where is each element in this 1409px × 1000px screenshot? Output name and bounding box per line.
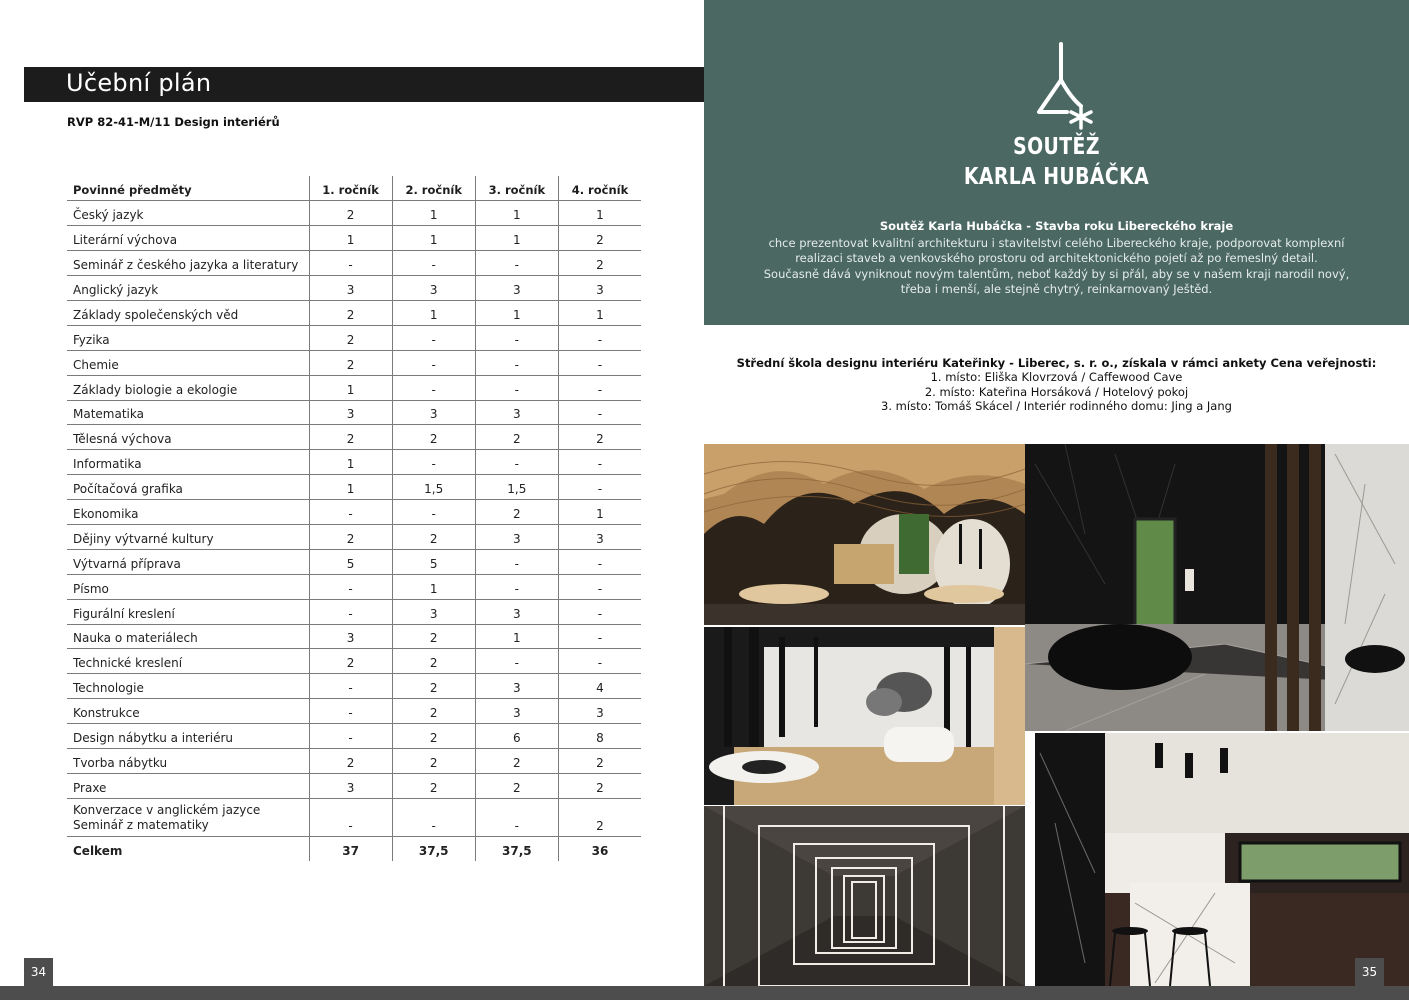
value-cell: 1 bbox=[558, 500, 641, 525]
total-year-4: 36 bbox=[558, 836, 641, 861]
page-number-left: 34 bbox=[24, 958, 53, 986]
value-cell: 3 bbox=[558, 524, 641, 549]
value-cell: 3 bbox=[392, 276, 475, 301]
value-cell: 6 bbox=[475, 724, 558, 749]
value-cell: 1 bbox=[475, 226, 558, 251]
table-row bbox=[67, 425, 641, 450]
subject-cell: Konstrukce bbox=[67, 699, 309, 724]
subject-cell: Matematika bbox=[67, 400, 309, 425]
competition-description bbox=[744, 219, 1369, 298]
value-cell: 3 bbox=[475, 276, 558, 301]
value-cell: - bbox=[475, 574, 558, 599]
value-cell: - bbox=[475, 375, 558, 400]
value-cell: 4 bbox=[558, 674, 641, 699]
subject-cell: Praxe bbox=[67, 773, 309, 798]
value-cell: 3 bbox=[558, 699, 641, 724]
photo-black-bathroom bbox=[1025, 444, 1409, 731]
photo-family-house-kitchen bbox=[1035, 733, 1409, 986]
table-row bbox=[67, 300, 641, 325]
value-cell: 2 bbox=[392, 674, 475, 699]
curriculum-table bbox=[67, 176, 641, 861]
value-cell: - bbox=[475, 350, 558, 375]
table-row bbox=[67, 699, 641, 724]
subject-line-1: Konverzace v anglickém jazyce bbox=[73, 802, 261, 817]
value-cell: 3 bbox=[475, 674, 558, 699]
value-cell: 2 bbox=[309, 748, 392, 773]
subject-cell: Písmo bbox=[67, 574, 309, 599]
value-cell: 1 bbox=[392, 574, 475, 599]
table-header-row bbox=[67, 176, 641, 201]
header-year-1: 1. ročník bbox=[309, 176, 392, 201]
subject-cell: Nauka o materiálech bbox=[67, 624, 309, 649]
value-cell: 3 bbox=[475, 699, 558, 724]
competition-logo-icon bbox=[1029, 40, 1099, 130]
value-cell: 3 bbox=[392, 599, 475, 624]
value-cell: 1 bbox=[309, 226, 392, 251]
table-row bbox=[67, 450, 641, 475]
value-cell: 2 bbox=[392, 425, 475, 450]
table-row bbox=[67, 475, 641, 500]
value-cell: 2 bbox=[392, 624, 475, 649]
value-cell: - bbox=[309, 574, 392, 599]
value-cell: - bbox=[475, 798, 558, 836]
value-cell: - bbox=[558, 599, 641, 624]
photo-caffewood-cave bbox=[704, 444, 1025, 625]
value-cell: 2 bbox=[475, 773, 558, 798]
value-cell: 2 bbox=[309, 325, 392, 350]
award-line bbox=[704, 385, 1409, 399]
award-project: / Interiér rodinného domu: Jing a Jang bbox=[1012, 398, 1232, 413]
value-cell: 1,5 bbox=[475, 475, 558, 500]
value-cell: 1 bbox=[558, 201, 641, 226]
value-cell: - bbox=[558, 574, 641, 599]
value-cell: 3 bbox=[309, 400, 392, 425]
value-cell: 2 bbox=[309, 350, 392, 375]
subject-cell bbox=[67, 798, 309, 836]
subject-cell: Chemie bbox=[67, 350, 309, 375]
subject-cell: Základy společenských věd bbox=[67, 300, 309, 325]
value-cell: - bbox=[392, 450, 475, 475]
award-line bbox=[704, 370, 1409, 384]
photo-hotel-room bbox=[704, 627, 1025, 805]
table-row bbox=[67, 549, 641, 574]
value-cell: 3 bbox=[475, 599, 558, 624]
competition-panel bbox=[704, 0, 1409, 325]
header-year-4: 4. ročník bbox=[558, 176, 641, 201]
value-cell: - bbox=[309, 724, 392, 749]
value-cell: 2 bbox=[392, 699, 475, 724]
value-cell: 2 bbox=[309, 201, 392, 226]
value-cell: 2 bbox=[558, 226, 641, 251]
logo-line-2: KARLA HUBÁČKA bbox=[963, 164, 1150, 190]
value-cell: - bbox=[475, 251, 558, 276]
value-cell: 8 bbox=[558, 724, 641, 749]
value-cell: 1 bbox=[309, 450, 392, 475]
table-row bbox=[67, 400, 641, 425]
competition-heading: Soutěž Karla Hubáčka - Stavba roku Libereckého kraje bbox=[879, 219, 1234, 233]
page-title: Učební plán bbox=[66, 69, 212, 97]
value-cell: - bbox=[558, 624, 641, 649]
value-cell: 3 bbox=[558, 276, 641, 301]
table-row-conversation bbox=[67, 798, 641, 836]
subject-cell: Technologie bbox=[67, 674, 309, 699]
page-subtitle: RVP 82-41-M/11 Design interiérů bbox=[67, 115, 280, 129]
subject-cell: Počítačová grafika bbox=[67, 475, 309, 500]
subject-cell: Český jazyk bbox=[67, 201, 309, 226]
subject-cell: Design nábytku a interiéru bbox=[67, 724, 309, 749]
subject-cell: Tělesná výchova bbox=[67, 425, 309, 450]
award-project: / Caffewood Cave bbox=[1077, 370, 1183, 385]
page-number-right: 35 bbox=[1355, 958, 1384, 986]
title-bar bbox=[24, 67, 704, 102]
total-label: Celkem bbox=[73, 844, 123, 859]
value-cell: - bbox=[309, 798, 392, 836]
value-cell: 2 bbox=[392, 773, 475, 798]
subject-cell: Ekonomika bbox=[67, 500, 309, 525]
page-bottom-strip bbox=[0, 986, 1409, 1000]
value-cell: 1 bbox=[309, 375, 392, 400]
value-cell: - bbox=[309, 699, 392, 724]
value-cell: - bbox=[309, 599, 392, 624]
value-cell: 1 bbox=[475, 201, 558, 226]
subject-cell: Figurální kreslení bbox=[67, 599, 309, 624]
value-cell: 5 bbox=[392, 549, 475, 574]
value-cell: 2 bbox=[558, 773, 641, 798]
table-row-total bbox=[67, 836, 641, 861]
table-row bbox=[67, 350, 641, 375]
value-cell: - bbox=[475, 450, 558, 475]
value-cell: 1 bbox=[392, 226, 475, 251]
value-cell: 1 bbox=[475, 300, 558, 325]
value-cell: 5 bbox=[309, 549, 392, 574]
table-row bbox=[67, 251, 641, 276]
value-cell: - bbox=[558, 400, 641, 425]
table-body bbox=[67, 201, 641, 861]
description-line: chce prezentovat kvalitní architekturu i stavitelství celého Libereckého kraje, podporovat komplexní bbox=[768, 235, 1345, 250]
value-cell: - bbox=[558, 350, 641, 375]
value-cell: 3 bbox=[309, 276, 392, 301]
value-cell: 3 bbox=[309, 773, 392, 798]
value-cell: 2 bbox=[309, 524, 392, 549]
table-row bbox=[67, 201, 641, 226]
subject-cell: Fyzika bbox=[67, 325, 309, 350]
value-cell: - bbox=[392, 350, 475, 375]
value-cell: 1,5 bbox=[392, 475, 475, 500]
value-cell: - bbox=[392, 798, 475, 836]
value-cell: 2 bbox=[392, 748, 475, 773]
table-row bbox=[67, 624, 641, 649]
logo-line-1: SOUTĚŽ bbox=[1013, 134, 1100, 160]
award-line bbox=[704, 399, 1409, 413]
value-cell: 2 bbox=[475, 500, 558, 525]
subject-cell: Seminář z českého jazyka a literatury bbox=[67, 251, 309, 276]
value-cell: 2 bbox=[475, 425, 558, 450]
value-cell: - bbox=[309, 674, 392, 699]
value-cell: 2 bbox=[475, 748, 558, 773]
table-row bbox=[67, 226, 641, 251]
value-cell: 1 bbox=[558, 300, 641, 325]
award-place: 1. místo: Eliška Klovrzová bbox=[930, 370, 1078, 385]
value-cell: 2 bbox=[392, 724, 475, 749]
value-cell: 1 bbox=[392, 300, 475, 325]
value-cell: 2 bbox=[558, 425, 641, 450]
table-row bbox=[67, 748, 641, 773]
value-cell: 2 bbox=[558, 251, 641, 276]
value-cell: - bbox=[558, 450, 641, 475]
value-cell: - bbox=[558, 549, 641, 574]
subject-cell: Tvorba nábytku bbox=[67, 748, 309, 773]
subject-cell: Dějiny výtvarné kultury bbox=[67, 524, 309, 549]
award-place: 2. místo: Kateřina Horsáková bbox=[924, 384, 1092, 399]
value-cell: 2 bbox=[558, 798, 641, 836]
table-row bbox=[67, 574, 641, 599]
value-cell: - bbox=[392, 325, 475, 350]
value-cell: 1 bbox=[309, 475, 392, 500]
value-cell: - bbox=[392, 251, 475, 276]
subject-cell: Výtvarná příprava bbox=[67, 549, 309, 574]
table-row bbox=[67, 674, 641, 699]
description-line: třeba i menší, ale stejně chytrý, reinkarnovaný Ještěd. bbox=[900, 282, 1213, 296]
subject-cell: Anglický jazyk bbox=[67, 276, 309, 301]
value-cell: - bbox=[558, 325, 641, 350]
value-cell: - bbox=[475, 325, 558, 350]
competition-logo-text bbox=[767, 132, 1345, 192]
value-cell: 3 bbox=[309, 624, 392, 649]
value-cell: 2 bbox=[309, 300, 392, 325]
description-line: realizaci staveb a venkovského prostoru od architektonického pojetí až po řemeslný detail. bbox=[795, 251, 1318, 265]
total-year-1: 37 bbox=[309, 836, 392, 861]
table-row bbox=[67, 325, 641, 350]
subject-line-2: Seminář z matematiky bbox=[73, 817, 209, 832]
value-cell: - bbox=[392, 375, 475, 400]
photo-light-corridor bbox=[704, 806, 1025, 986]
table-row bbox=[67, 773, 641, 798]
value-cell: 2 bbox=[392, 524, 475, 549]
total-year-2: 37,5 bbox=[392, 836, 475, 861]
award-place: 3. místo: Tomáš Skácel bbox=[881, 398, 1013, 413]
award-results bbox=[704, 356, 1409, 413]
value-cell: - bbox=[558, 649, 641, 674]
value-cell: - bbox=[558, 375, 641, 400]
value-cell: 1 bbox=[475, 624, 558, 649]
award-project: / Hotelový pokoj bbox=[1091, 384, 1189, 399]
value-cell: - bbox=[309, 500, 392, 525]
value-cell: - bbox=[392, 500, 475, 525]
total-year-3: 37,5 bbox=[475, 836, 558, 861]
award-heading: Střední škola designu interiéru Kateřinky - Liberec, s. r. o., získala v rámci ankety Cena veřejnosti: bbox=[736, 356, 1377, 370]
value-cell: 3 bbox=[475, 400, 558, 425]
subject-cell: Literární výchova bbox=[67, 226, 309, 251]
table-row bbox=[67, 375, 641, 400]
table-row bbox=[67, 524, 641, 549]
table-row bbox=[67, 276, 641, 301]
subject-cell: Základy biologie a ekologie bbox=[67, 375, 309, 400]
table-row bbox=[67, 599, 641, 624]
value-cell: 2 bbox=[392, 649, 475, 674]
subject-cell: Informatika bbox=[67, 450, 309, 475]
value-cell: - bbox=[558, 475, 641, 500]
value-cell: - bbox=[475, 649, 558, 674]
value-cell: 3 bbox=[475, 524, 558, 549]
header-subjects: Povinné předměty bbox=[67, 176, 309, 201]
header-year-3: 3. ročník bbox=[475, 176, 558, 201]
value-cell: 3 bbox=[392, 400, 475, 425]
value-cell: 2 bbox=[309, 425, 392, 450]
subject-cell: Technické kreslení bbox=[67, 649, 309, 674]
value-cell: - bbox=[309, 251, 392, 276]
table-row bbox=[67, 500, 641, 525]
table-row bbox=[67, 649, 641, 674]
value-cell: 2 bbox=[309, 649, 392, 674]
description-line: Současně dává vyniknout novým talentům, neboť každý by si přál, aby se v našem kraji narodil nový, bbox=[763, 266, 1350, 281]
table-row bbox=[67, 724, 641, 749]
value-cell: 1 bbox=[392, 201, 475, 226]
value-cell: 2 bbox=[558, 748, 641, 773]
header-year-2: 2. ročník bbox=[392, 176, 475, 201]
value-cell: - bbox=[475, 549, 558, 574]
